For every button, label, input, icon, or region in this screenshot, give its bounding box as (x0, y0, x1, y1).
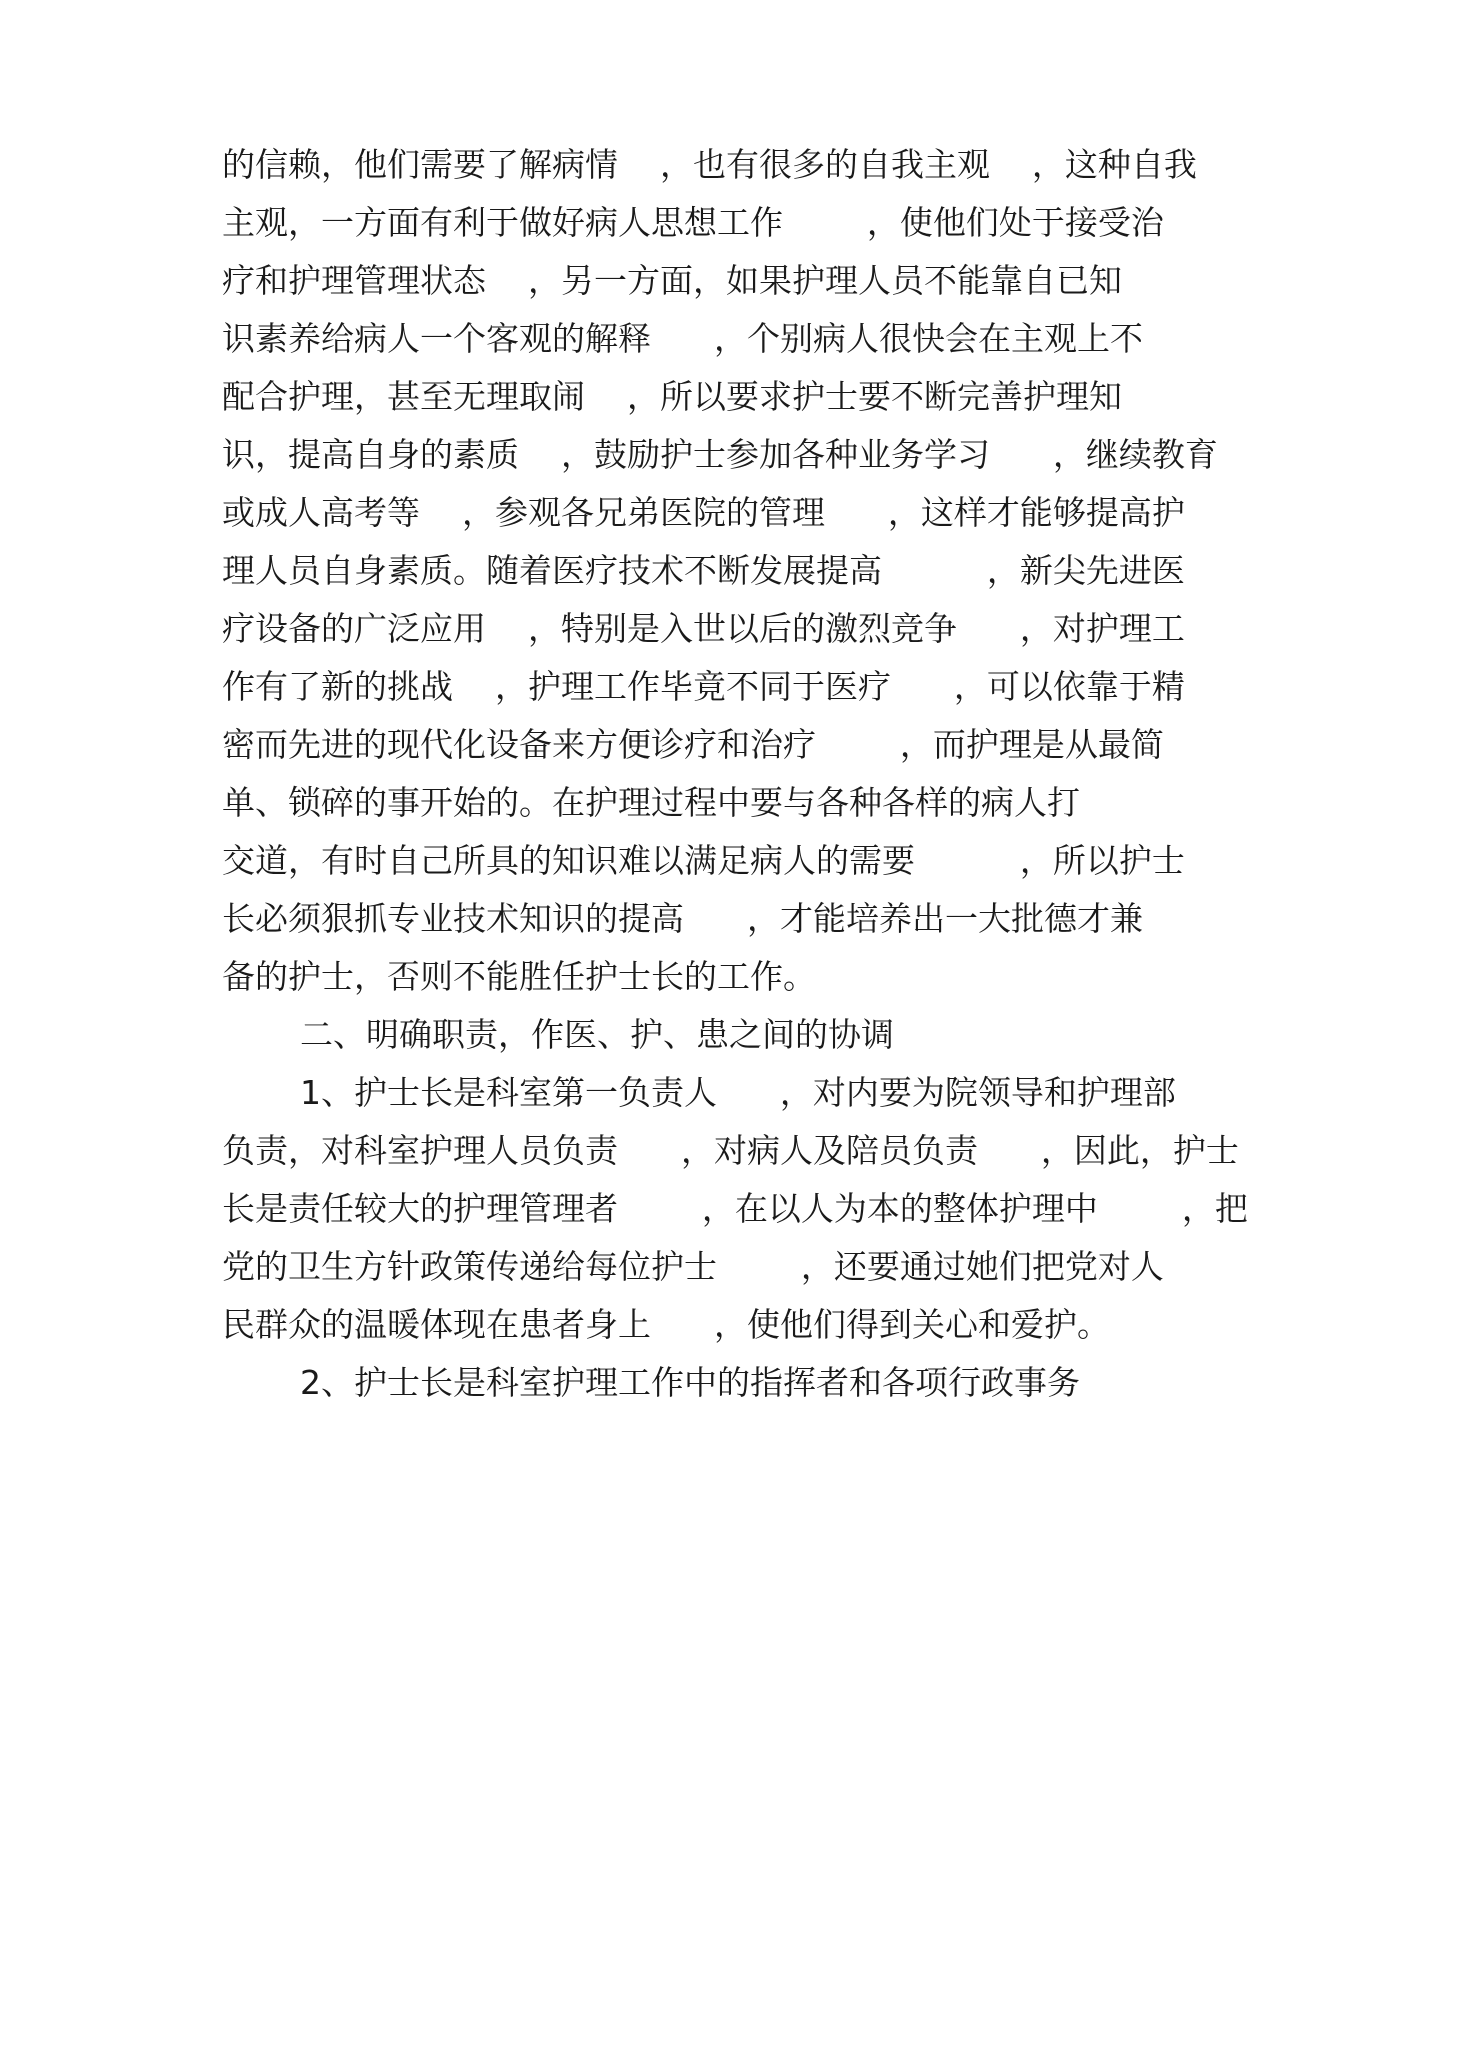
body-text-line: 的信赖，他们需要了解病情 ，也有很多的自我主观 ，这种自我 (222, 145, 1197, 184)
body-text-line: 或成人高考等 ，参观各兄弟医院的管理 ，这样才能够提高护 (222, 493, 1185, 532)
body-text-line: 党的卫生方针政策传递给每位护士 ，还要通过她们把党对人 (222, 1247, 1164, 1286)
body-text-line: 疗和护理管理状态 ，另一方面，如果护理人员不能靠自已知 (222, 261, 1122, 300)
body-text-line: 主观，一方面有利于做好病人思想工作 ，使他们处于接受治 (222, 203, 1164, 242)
body-text-line: 长必须狠抓专业技术知识的提高 ，才能培养出一大批德才兼 (222, 899, 1143, 938)
body-text-line: 密而先进的现代化设备来方便诊疗和治疗 ，而护理是从最简 (222, 725, 1164, 764)
body-text-line: 识，提高自身的素质 ，鼓励护士参加各种业务学习 ，继续教育 (222, 435, 1218, 474)
body-text-line: 单、锁碎的事开始的。在护理过程中要与各种各样的病人打 (222, 783, 1080, 822)
body-text-line: 疗设备的广泛应用 ，特别是入世以后的激烈竞争 ，对护理工 (222, 609, 1185, 648)
body-text-line: 1、护士长是科室第一负责人 ，对内要为院领导和护理部 (300, 1073, 1176, 1112)
body-text-line: 配合护理，甚至无理取闹 ，所以要求护士要不断完善护理知 (222, 377, 1122, 416)
body-text-line: 2、护士长是科室护理工作中的指挥者和各项行政事务 (300, 1363, 1080, 1402)
body-text-line: 识素养给病人一个客观的解释 ，个别病人很快会在主观上不 (222, 319, 1143, 358)
body-text-line: 备的护士，否则不能胜任护士长的工作。 (222, 957, 816, 996)
body-text-line: 作有了新的挑战 ，护理工作毕竟不同于医疗 ，可以依靠于精 (222, 667, 1185, 706)
body-text-line: 理人员自身素质。随着医疗技术不断发展提高 ，新尖先进医 (222, 551, 1185, 590)
section-heading: 二、明确职责，作医、护、患之间的协调 (300, 1015, 894, 1054)
body-text-line: 负责，对科室护理人员负责 ，对病人及陪员负责 ，因此，护士 (222, 1131, 1239, 1170)
body-text-line: 长是责任较大的护理管理者 ，在以人为本的整体护理中 ，把 (222, 1189, 1248, 1228)
body-text-line: 民群众的温暖体现在患者身上 ，使他们得到关心和爱护。 (222, 1305, 1110, 1344)
body-text-line: 交道，有时自己所具的知识难以满足病人的需要 ，所以护士 (222, 841, 1185, 880)
